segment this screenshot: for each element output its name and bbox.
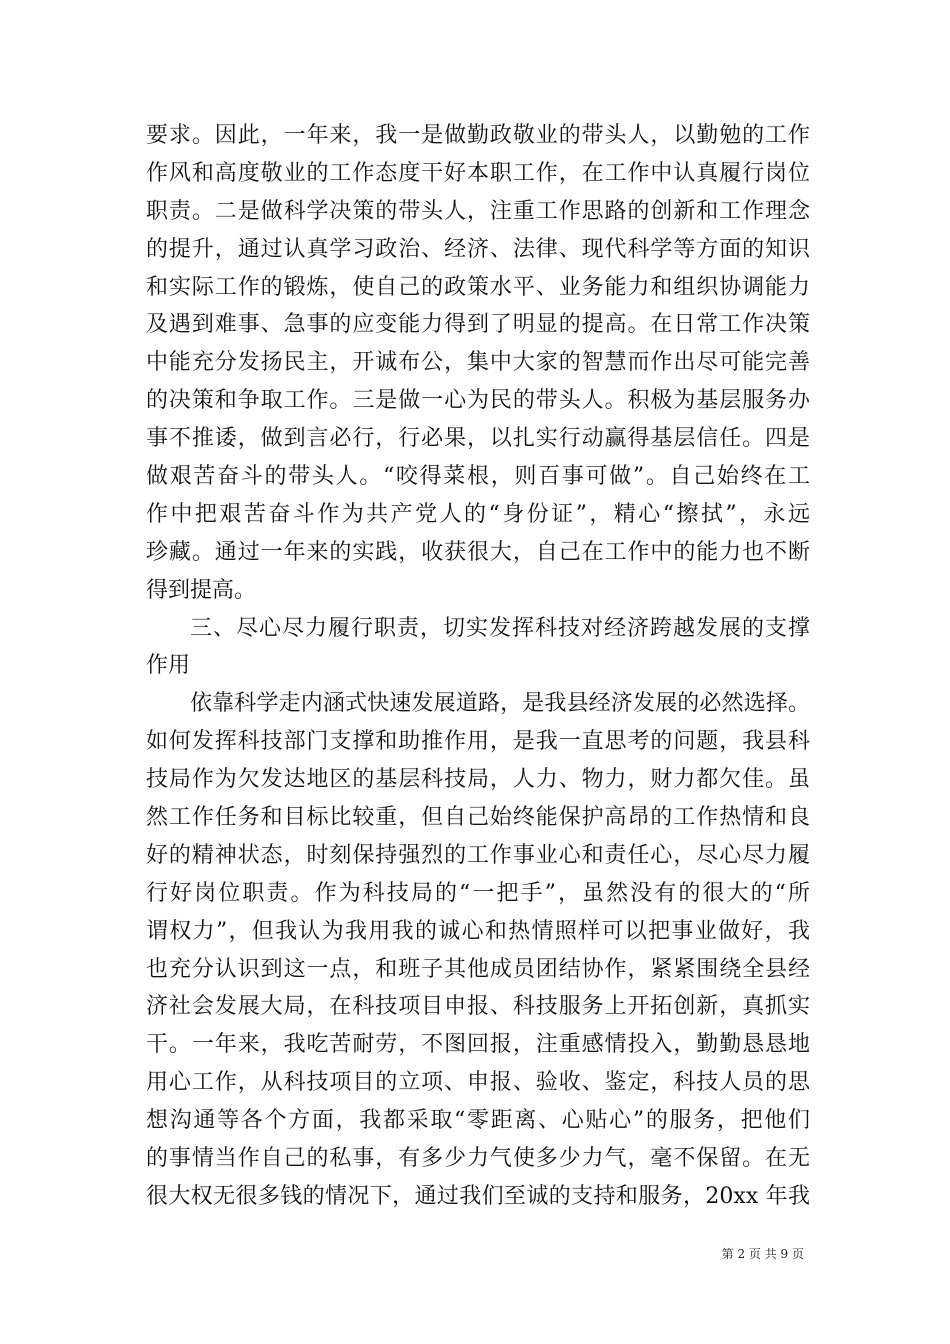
text-line: 干。一年来，我吃苦耐劳，不图回报，注重感情投入，勤勤恳恳地 [146,1032,810,1058]
text-line: 和实际工作的锻炼，使自己的政策水平、业务能力和组织协调能力 [146,274,810,300]
text-line: 如何发挥科技部门支撑和助推作用，是我一直思考的问题，我县科 [146,729,810,755]
text-line: 的事情当作自己的私事，有多少力气使多少力气，毫不保留。在无 [146,1146,810,1172]
body-text [146,117,810,1216]
text-line: 的决策和争取工作。三是做一心为民的带头人。积极为基层服务办 [146,388,810,414]
text-line: 好的精神状态，时刻保持强烈的工作事业心和责任心，尽心尽力履 [146,842,810,868]
text-line: 谓权力”，但我认为我用我的诚心和热情照样可以把事业做好，我 [146,918,810,944]
text-line: 事不推诿，做到言必行，行必果，以扎实行动赢得基层信任。四是 [146,426,810,452]
text-line: 依靠科学走内涵式快速发展道路，是我县经济发展的必然选择。 [190,691,810,717]
text-line: 然工作任务和目标比较重，但自己始终能保护高昂的工作热情和良 [146,805,810,831]
text-line: 很大权无很多钱的情况下，通过我们至诚的支持和服务，20xx 年我 [146,1183,810,1209]
text-line: 想沟通等各个方面，我都采取“零距离、心贴心”的服务，把他们 [146,1108,810,1134]
text-line: 作风和高度敬业的工作态度干好本职工作，在工作中认真履行岗位 [146,160,810,186]
text-line: 职责。二是做科学决策的带头人，注重工作思路的创新和工作理念 [146,198,810,224]
text-line: 要求。因此，一年来，我一是做勤政敬业的带头人，以勤勉的工作 [146,123,810,148]
section-heading-line: 作用 [146,653,191,679]
text-line: 行好岗位职责。作为科技局的“一把手”，虽然没有的很大的“所 [146,880,810,906]
text-line: 济社会发展大局，在科技项目申报、科技服务上开拓创新，真抓实 [146,994,810,1020]
page-number: 第 2 页 共 9 页 [721,1247,804,1261]
text-line: 及遇到难事、急事的应变能力得到了明显的提高。在日常工作决策 [146,312,810,338]
text-line: 中能充分发扬民主，开诚布公，集中大家的智慧而作出尽可能完善 [146,350,810,376]
text-line: 用心工作，从科技项目的立项、申报、验收、鉴定，科技人员的思 [146,1070,810,1096]
text-line: 的提升，通过认真学习政治、经济、法律、现代科学等方面的知识 [146,236,810,262]
text-line: 技局作为欠发达地区的基层科技局，人力、物力，财力都欠佳。虽 [146,767,810,793]
text-line: 得到提高。 [146,577,257,603]
text-line: 作中把艰苦奋斗作为共产党人的“身份证”，精心“擦拭”，永远 [146,501,810,527]
text-line: 珍藏。通过一年来的实践，收获很大，自己在工作中的能力也不断 [146,539,810,565]
section-heading-line: 三、尽心尽力履行职责，切实发挥科技对经济跨越发展的支撑 [190,615,810,641]
text-line: 做艰苦奋斗的带头人。“咬得菜根，则百事可做”。自己始终在工 [146,464,810,490]
text-line: 也充分认识到这一点，和班子其他成员团结协作，紧紧围绕全县经 [146,956,810,982]
